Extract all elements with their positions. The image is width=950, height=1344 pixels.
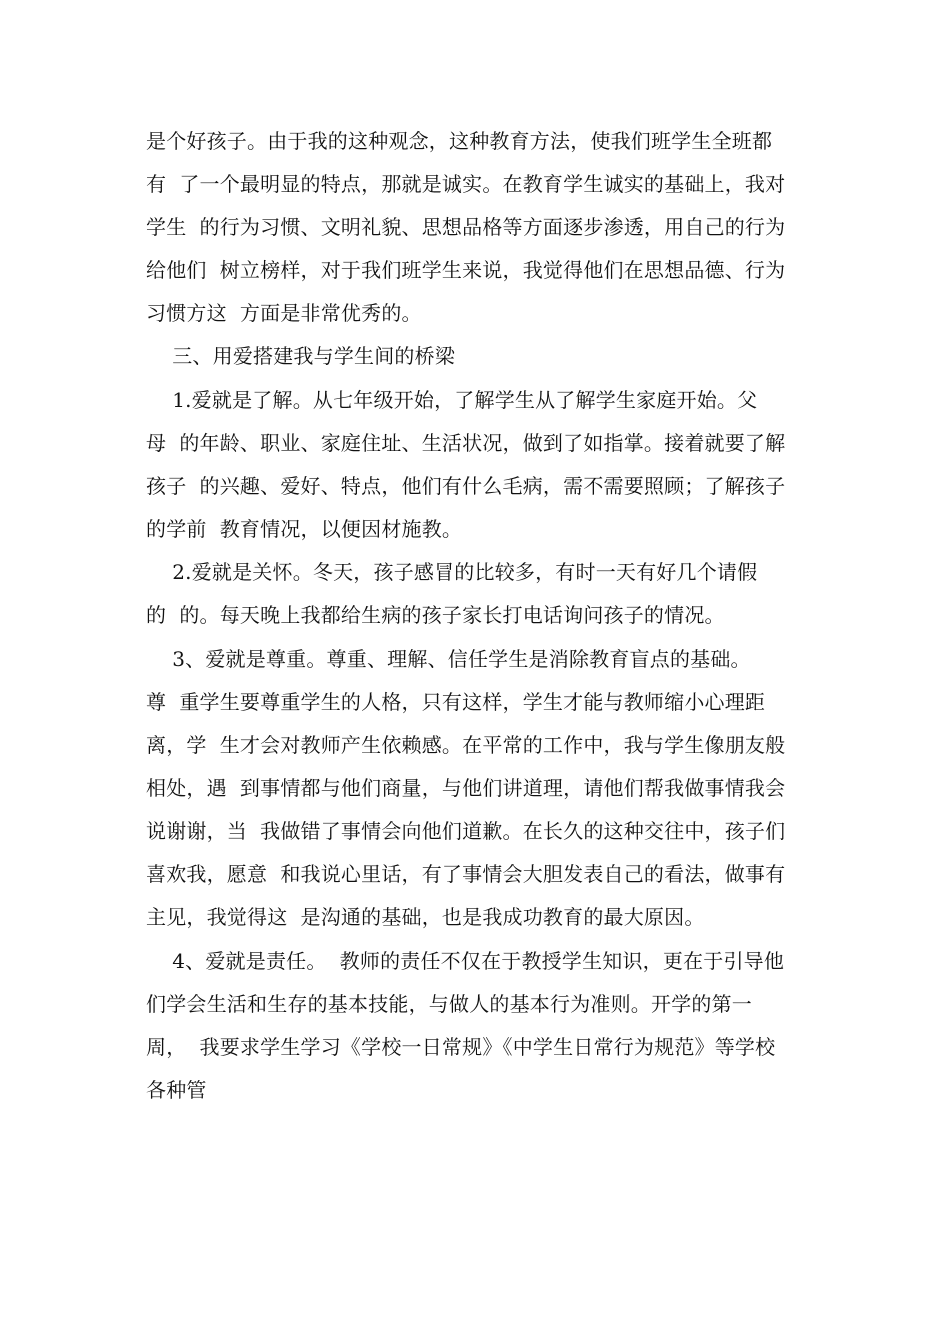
text-line: 们学会生活和生存的基本技能，与做人的基本行为准则。开学的第一 bbox=[146, 992, 752, 1016]
text-line: 说谢谢，当 我做错了事情会向他们道歉。在长久的这种交往中，孩子们 bbox=[146, 819, 786, 843]
text-line: 尊 重学生要尊重学生的人格，只有这样，学生才能与教师缩小心理距 bbox=[146, 690, 766, 714]
text-line: 习惯方这 方面是非常优秀的。 bbox=[146, 301, 422, 325]
text-line: 2.爱就是关怀。冬天，孩子感冒的比较多，有时一天有好几个请假 bbox=[146, 560, 758, 584]
text-line: 各种管 bbox=[146, 1078, 207, 1102]
text-line: 的学前 教育情况，以便因材施教。 bbox=[146, 517, 463, 541]
text-line: 母 的年龄、职业、家庭住址、生活状况，做到了如指掌。接着就要了解 bbox=[146, 431, 786, 455]
text-line: 喜欢我，愿意 和我说心里话，有了事情会大胆发表自己的看法，做事有 bbox=[146, 862, 786, 886]
text-line: 学生 的行为习惯、文明礼貌、思想品格等方面逐步渗透，用自己的行为 bbox=[146, 215, 786, 239]
text-line: 是个好孩子。由于我的这种观念，这种教育方法，使我们班学生全班都 bbox=[146, 129, 773, 153]
text-line: 周， 我要求学生学习《学校一日常规》《中学生日常行为规范》等学校 bbox=[146, 1035, 776, 1059]
text-line: 3、爱就是尊重。尊重、理解、信任学生是消除教育盲点的基础。 bbox=[146, 647, 751, 671]
text-line: 相处，遇 到事情都与他们商量，与他们讲道理，请他们帮我做事情我会 bbox=[146, 776, 786, 800]
text-line: 主见，我觉得这 是沟通的基础，也是我成功教育的最大原因。 bbox=[146, 905, 705, 929]
text-line: 4、爱就是责任。 教师的责任不仅在于教授学生知识，更在于引导他 bbox=[146, 949, 785, 973]
text-line: 1.爱就是了解。从七年级开始，了解学生从了解学生家庭开始。父 bbox=[146, 388, 758, 412]
text-line: 孩子 的兴趣、爱好、特点，他们有什么毛病，需不需要照顾；了解孩子 bbox=[146, 474, 786, 498]
text-line: 离，学 生才会对教师产生依赖感。在平常的工作中，我与学生像朋友般 bbox=[146, 733, 786, 757]
text-line: 有 了一个最明显的特点，那就是诚实。在教育学生诚实的基础上，我对 bbox=[146, 172, 786, 196]
text-line: 给他们 树立榜样，对于我们班学生来说，我觉得他们在思想品德、行为 bbox=[146, 258, 786, 282]
text-line: 的 的。每天晚上我都给生病的孩子家长打电话询问孩子的情况。 bbox=[146, 603, 725, 627]
section-heading: 三、用爱搭建我与学生间的桥梁 bbox=[146, 344, 456, 368]
